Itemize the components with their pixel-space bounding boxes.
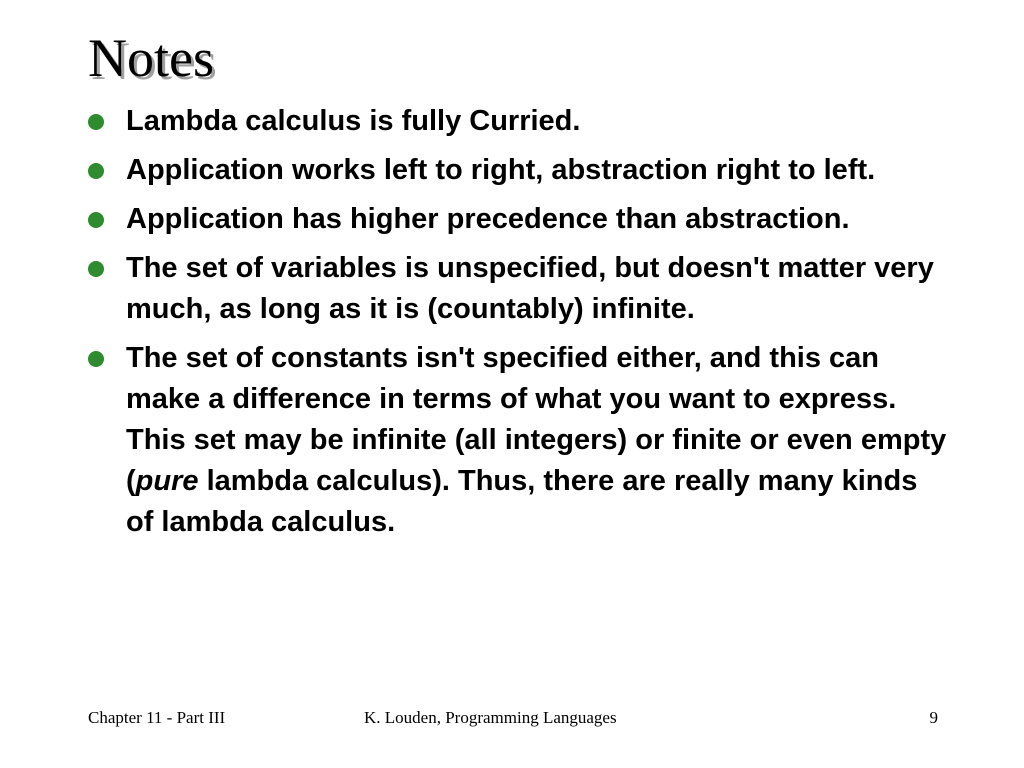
bullet-dot-icon bbox=[88, 114, 104, 130]
bullet-text-part: The set of constants isn't specified either, and this can make a difference in terms of what you want to express. This set may be infinite (all integers) or finite or even empty ( bbox=[126, 342, 947, 497]
bullet-list bbox=[88, 101, 948, 551]
footer-author: K. Louden, Programming Languages bbox=[364, 708, 617, 727]
slide-title: Notes bbox=[88, 28, 214, 88]
bullet-dot-icon bbox=[88, 261, 104, 277]
bullet-dot-icon bbox=[88, 212, 104, 228]
bullet-text: Application has higher precedence than abstraction. bbox=[126, 203, 850, 235]
bullet-item bbox=[88, 101, 948, 142]
footer-chapter: Chapter 11 - Part III bbox=[88, 708, 226, 727]
bullet-text-part: lambda calculus). Thus, there are really many kinds of lambda calculus. bbox=[126, 465, 918, 538]
bullet-item bbox=[88, 199, 948, 240]
bullet-dot-icon bbox=[88, 351, 104, 367]
bullet-item bbox=[88, 338, 948, 543]
bullet-item bbox=[88, 248, 948, 330]
bullet-text bbox=[126, 342, 946, 538]
bullet-text: Application works left to right, abstraction right to left. bbox=[126, 154, 876, 186]
bullet-dot-icon bbox=[88, 163, 104, 179]
bullet-text-emphasis: pure bbox=[135, 465, 199, 497]
footer-page-number: 9 bbox=[929, 708, 938, 727]
bullet-item bbox=[88, 150, 948, 191]
bullet-text: The set of variables is unspecified, but doesn't matter very much, as long as it is (countably) infinite. bbox=[126, 252, 934, 325]
bullet-text: Lambda calculus is fully Curried. bbox=[126, 105, 581, 137]
